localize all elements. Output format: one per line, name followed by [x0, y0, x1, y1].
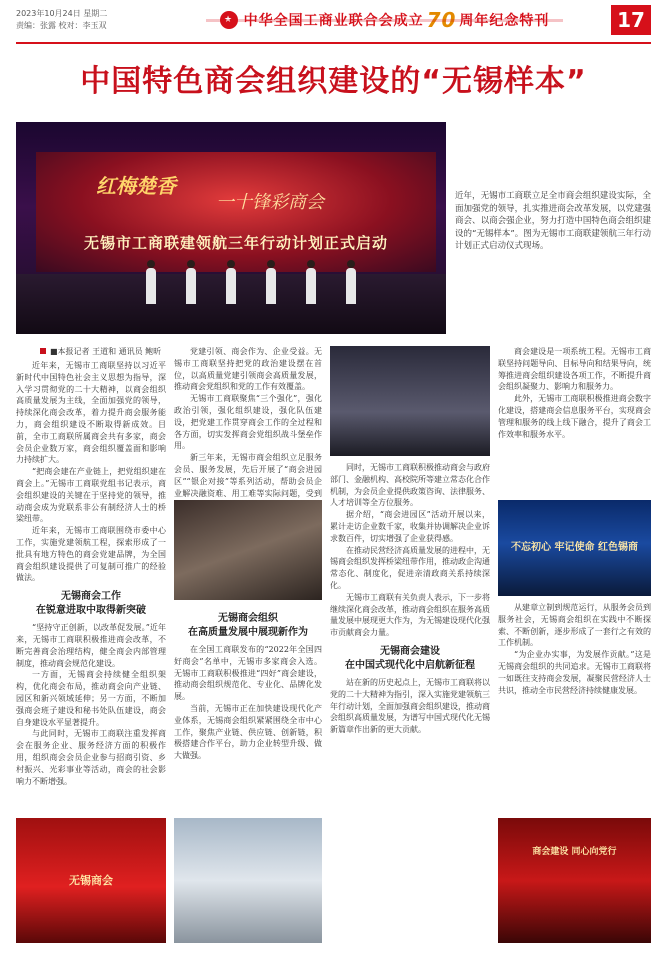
paragraph: 在全国工商联发布的“2022年全国四好商会”名单中，无锡市多家商会入选。无锡市工商联积极推进“四好”商会建设，推动商会组织规范化、专业化、品牌化发展。 — [174, 645, 322, 702]
article-column-3 — [330, 462, 490, 806]
paragraph: 一方面，无锡商会持续健全组织架构，优化商会布局，推动商会向产业链、园区和新兴领域延伸；另一方面，不断加强商会班子建设和秘书处队伍建设，商会自身建设水平显著提升。 — [16, 670, 166, 727]
byline — [40, 346, 161, 357]
screen-line2: 一十锋彩商会 — [216, 192, 324, 213]
photo-forum — [330, 346, 490, 456]
subhead-3: 无锡商会建设 在中国式现代化中启航新征程 — [345, 645, 475, 671]
paragraph: “坚持守正创新，以改革促发展。”近年来，无锡市工商联积极推进商会改革，不断完善商会治理结构，健全商会内部管理制度，推动商会规范化建设。 — [16, 623, 166, 668]
photo-red-commerce — [498, 500, 651, 596]
person-figure — [346, 268, 356, 304]
paragraph: 同时，无锡市工商联积极推动商会与政府部门、金融机构、高校院所等建立常态化合作机制，为会员企业提供政策咨询、法律服务、人才培训等全方位服务。 — [330, 463, 490, 508]
paragraph: 当前，无锡市正在加快建设现代化产业体系，无锡商会组织紧紧围绕全市中心工作，聚焦产业链、供应链、创新链，积极搭建合作平台，助力企业转型升级、做大做强。 — [174, 703, 322, 761]
article-column-4 — [498, 346, 651, 494]
photo-meeting — [174, 500, 322, 600]
header-meta — [0, 8, 166, 32]
masthead-pre: 中华全国工商业联合会成立 — [243, 13, 424, 29]
headline: 中国特色商会组织建设的“无锡样本” — [80, 64, 587, 99]
article-column-1 — [16, 360, 166, 806]
byline-text: ■本报记者 王道和 通讯员 鲍昕 — [50, 347, 162, 356]
paragraph: 近年来，无锡市工商联坚持以习近平新时代中国特色社会主义思想为指导，深入学习贯彻党的二十大精神，以商会组织高质量发展为主线，全面加强党的领导，持续深化商会改革，着力提升商会服务能力，商会组织建设不断取得新成效。目前，全市工商联所属商会共有多家，商会会员企业数万家，商会组织覆盖面和影响力持续扩大。 — [16, 361, 166, 465]
photo-text: 不忘初心 牢记使命 红色锡商 — [511, 542, 638, 553]
masthead-70: 70 — [426, 8, 457, 32]
acfic-emblem-icon: ★ — [220, 11, 238, 29]
page-header — [0, 0, 667, 40]
person-figure — [266, 268, 276, 304]
stage-screen — [36, 152, 436, 272]
paragraph: 商会建设是一项系统工程。无锡市工商联坚持问题导向、目标导向和结果导向，统筹推进商会组织建设各项工作，不断提升商会组织凝聚力、影响力和服务力。 — [498, 347, 651, 392]
subhead-1: 无锡商会工作 在锐意进取中取得新突破 — [36, 591, 146, 617]
article-column-4b — [498, 602, 651, 806]
photo-group-banner — [498, 818, 651, 943]
page-number: 17 — [611, 5, 651, 35]
screen-line3: 无锡市工商联建领航三年行动计划正式启动 — [83, 234, 388, 252]
paragraph: 无锡市工商联有关负责人表示，下一步将继续深化商会改革，推动商会组织在服务高质量发展中展现更大作为，为无锡建设现代化强市贡献商会力量。 — [330, 592, 490, 638]
paragraph: 站在新的历史起点上，无锡市工商联将以党的二十大精神为指引，深入实施党建领航三年行动计划，全面加强商会组织建设，推动商会组织高质量发展，为谱写中国式现代化无锡新篇章作出新的更大贡献。 — [330, 677, 490, 735]
paragraph: “为企业办实事，为发展作贡献。”这是无锡商会组织的共同追求。无锡市工商联将一如既往支持商会发展，凝聚民营经济人士共识，推动全市民营经济持续健康发展。 — [498, 650, 651, 695]
header-rule — [16, 42, 651, 44]
masthead — [166, 8, 603, 32]
paragraph: 此外，无锡市工商联积极推进商会数字化建设，搭建商会信息服务平台，实现商会管理和服务的线上线下融合，提升了商会工作效率和服务水平。 — [498, 394, 651, 439]
main-photo — [16, 122, 446, 334]
subhead-2: 无锡商会组织 在高质量发展中展现新作为 — [188, 613, 308, 638]
masthead-band — [206, 19, 563, 22]
paragraph: 与此同时，无锡市工商联注重发挥商会在服务企业、服务经济方面的积极作用，组织商会会员企业参与招商引资、乡村振兴、光彩事业等活动，商会的社会影响力不断增强。 — [16, 729, 166, 786]
paragraph: 据介绍，“商会进园区”活动开展以来，累计走访企业数千家，收集并协调解决企业诉求数百件，切实增强了企业获得感。 — [330, 510, 490, 543]
paragraph: 在推动民营经济高质量发展的进程中，无锡商会组织发挥桥梁纽带作用，推动政企沟通常态化、制度化，促进亲清政商关系持续深化。 — [330, 545, 490, 590]
photo-text: 无锡商会 — [69, 874, 113, 887]
photo-group-red — [16, 818, 166, 943]
person-figure — [186, 268, 196, 304]
byline-marker-icon — [40, 348, 46, 354]
paragraph: 无锡市工商联聚焦“三个强化”，强化政治引领，强化组织建设，强化队伍建设，把党建工作贯穿商会工作的全过程和各方面，切实发挥商会党组织战斗堡垒作用。 — [174, 394, 322, 451]
paragraph: 新三年来，无锡市商会组织立足服务会员、服务发展，先后开展了“商会进园区”“银企对接”等系列活动，帮助会员企业解决融资难、用工难等实际问题，受到 — [174, 453, 322, 498]
article-column-2b — [174, 606, 322, 806]
paragraph: 近年来，无锡市工商联围绕市委中心工作，实施党建领航工程，探索形成了一批具有地方特色的商会党建品牌，为全国商会组织建设提供了可复制可推广的经验做法。 — [16, 526, 166, 583]
screen-line1: 红梅楚香 — [96, 174, 176, 198]
masthead-post: 周年纪念特刊 — [459, 13, 550, 29]
photo-text: 商会建设 同心向党行 — [532, 847, 617, 857]
person-figure — [306, 268, 316, 304]
photo-caption: 近年，无锡市工商联立足全市商会组织建设实际，全面加强党的领导，扎实推进商会改革发展，以党建强商会、以商会强企业，努力打造中国特色商会组织建设的“无锡样本”。图为无锡市工商联建领航三年行动计划正式启动仪式现场。 — [455, 191, 651, 251]
paragraph: “把商会建在产业链上，把党组织建在商会上。”无锡市工商联党组书记表示，商会组织建设的关键在于坚持党的领导，推动商会成为党联系非公有制经济人士的桥梁纽带。 — [16, 467, 166, 524]
person-figure — [226, 268, 236, 304]
header-editor: 责编：张露 校对：李玉双 — [16, 21, 107, 30]
header-date: 2023年10月24日 星期二 — [16, 9, 108, 18]
paragraph: 党建引领、商会作为、企业受益。无锡市工商联坚持把党的政治建设摆在首位，以高质量党建引领商会高质量发展，推动商会党组织和党的工作有效覆盖。 — [174, 347, 322, 392]
paragraph: 从建章立制到规范运行，从服务会员到服务社会，无锡商会组织在实践中不断探索、不断创新，逐步形成了一套行之有效的工作机制。 — [498, 603, 651, 648]
photo-visit — [174, 818, 322, 943]
person-figure — [146, 268, 156, 304]
